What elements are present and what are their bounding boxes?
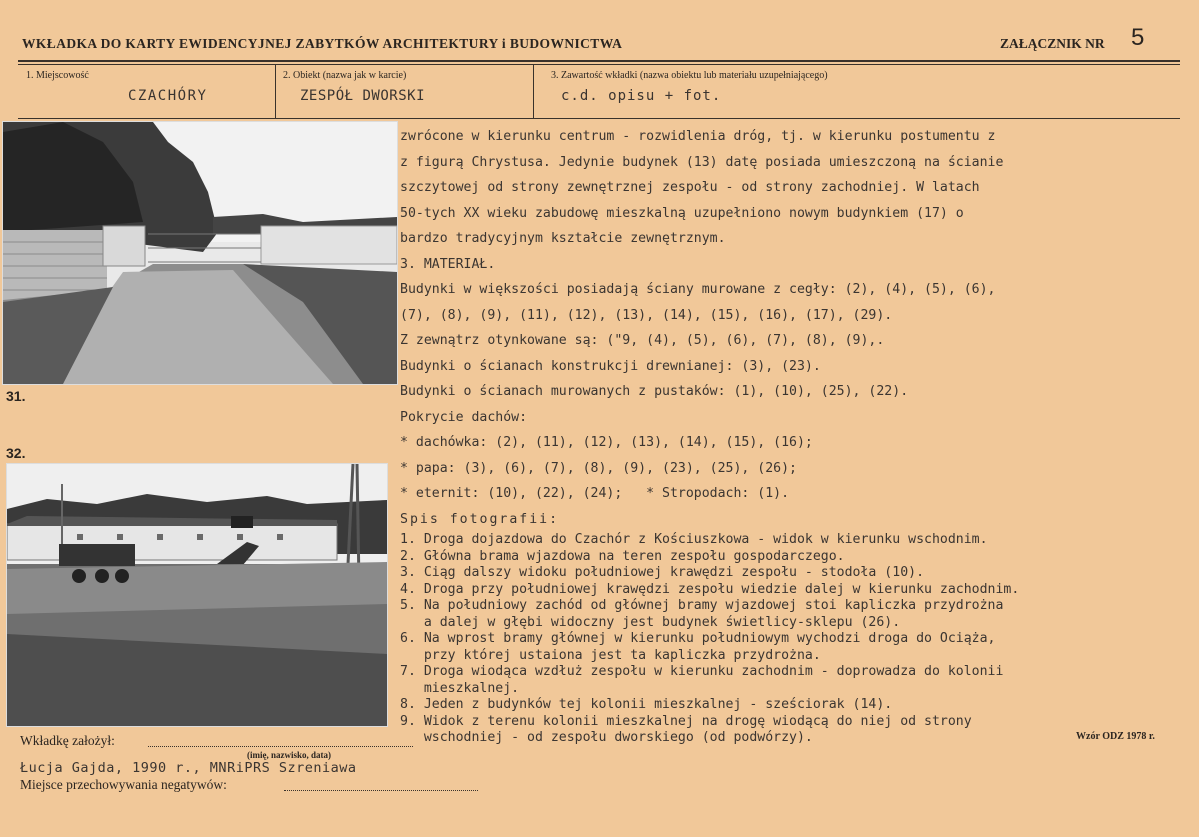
field-divider-1 <box>275 64 276 118</box>
list-item: przy której ustaiona jest ta kapliczka przydrożna. <box>400 647 821 663</box>
text-line: * dachówka: (2), (11), (12), (13), (14), (15), (16); <box>400 435 813 450</box>
photo-32 <box>6 463 388 727</box>
text-line: (7), (8), (9), (11), (12), (13), (14), (15), (16), (17), (29). <box>400 307 893 323</box>
author-name: Łucja Gajda, 1990 r., MNRiPRS Szreniawa <box>20 760 357 776</box>
text-line: * eternit: (10), (22), (24); * Stropodach: (1). <box>400 486 790 501</box>
text-line: Budynki w większości posiadają ściany murowane z cegły: (2), (4), (5), (6), <box>400 282 996 297</box>
section-heading: Spis fotografii: <box>400 511 560 527</box>
negatives-label: Miejsce przechowywania negatywów: <box>20 777 227 792</box>
header-rule-thick <box>18 60 1180 62</box>
list-item: 3. Ciąg dalszy widoku południowej krawędzi zespołu - stodoła (10). <box>400 565 925 580</box>
photo-31 <box>2 121 398 385</box>
list-item: mieszkalnej. <box>400 680 520 696</box>
list-item: 9. Widok z terenu kolonii mieszkalnej na drogę wiodącą do niej od strony <box>400 713 972 729</box>
text-line: * papa: (3), (6), (7), (8), (9), (23), (25), (26); <box>400 460 797 476</box>
photo-32-label: 32. <box>6 445 26 461</box>
list-item: 5. Na południowy zachód od głównej bramy wjazdowej stoi kapliczka przydrożna <box>400 598 1004 613</box>
text-line: Z zewnątrz otynkowane są: ("9, (4), (5), (6), (7), (8), (9),. <box>400 333 885 348</box>
text-line: 50-tych XX wieku zabudowę mieszkalną uzupełniono nowym budynkiem (17) o <box>400 205 964 221</box>
text-line: z figurą Chrystusa. Jedynie budynek (13) datę posiada umieszczoną na ścianie <box>400 154 1004 170</box>
text-line: szczytowej od strony zewnętrznej zespołu - od strony zachodniej. W latach <box>400 180 980 195</box>
text-line: Budynki o ścianach konstrukcji drewnianej: (3), (23). <box>400 358 821 374</box>
place-value: CZACHÓRY <box>128 88 208 104</box>
card-title: WKŁADKA DO KARTY EWIDENCYJNEJ ZABYTKÓW ARCHITEKTURY i BUDOWNICTWA <box>22 36 623 51</box>
object-label: 2. Obiekt (nazwa jak w karcie) <box>283 70 407 81</box>
list-item: 6. Na wprost bramy głównej w kierunku południowym wychodzi droga do Ociąża, <box>400 631 996 646</box>
text-line: zwrócone w kierunku centrum - rozwidlenia dróg, tj. w kierunku postumentu z <box>400 129 996 144</box>
content-label: 3. Zawartość wkładki (nazwa obiektu lub materiału uzupełniającego) <box>551 70 828 81</box>
form-code: Wzór ODZ 1978 r. <box>1076 731 1155 742</box>
text-line: Budynki o ścianach murowanych z pustaków: (1), (10), (25), (22). <box>400 384 909 399</box>
negatives-dotline <box>284 790 478 791</box>
object-value: ZESPÓŁ DWORSKI <box>300 88 426 104</box>
annex-number: 5 <box>1131 24 1145 51</box>
photo-31-label: 31. <box>6 388 26 404</box>
place-label: 1. Miejscowość <box>26 70 89 81</box>
created-by-dotline <box>148 746 413 747</box>
list-item: 2. Główna brama wjazdowa na teren zespołu gospodarczego. <box>400 548 845 564</box>
list-item: 7. Droga wiodąca wzdłuż zespołu w kierunku zachodnim - doprowadza do kolonii <box>400 664 1004 679</box>
description-text <box>400 124 1190 532</box>
content-value: c.d. opisu + fot. <box>561 88 722 104</box>
created-by-label: Wkładkę założył: <box>20 733 115 748</box>
section-heading: 3. MATERIAŁ. <box>400 256 496 272</box>
text-line: bardzo tradycyjnym kształcie zewnętrznym. <box>400 231 726 246</box>
photo-32-image <box>7 464 387 726</box>
list-item: 8. Jeden z budynków tej kolonii mieszkalnej - sześciorak (14). <box>400 697 893 712</box>
text-line: Pokrycie dachów: <box>400 409 528 425</box>
fields-bottom-rule <box>18 118 1180 119</box>
annex-label: ZAŁĄCZNIK NR <box>1000 36 1105 51</box>
photo-31-image <box>3 122 397 384</box>
created-by-hint: (imię, nazwisko, data) <box>247 750 331 760</box>
list-item: wschodniej - od zespołu dworskiego (od podwórzy). <box>400 730 813 745</box>
header-rule-thin <box>18 64 1180 65</box>
list-item: a dalej w głębi widoczny jest budynek świetlicy-sklepu (26). <box>400 614 901 630</box>
field-divider-2 <box>533 64 534 118</box>
photo-list <box>400 532 1195 747</box>
list-item: 1. Droga dojazdowa do Czachór z Kościuszkowa - widok w kierunku wschodnim. <box>400 532 988 547</box>
list-item: 4. Droga przy południowej krawędzi zespołu wiedzie dalej w kierunku zachodnim. <box>400 581 1020 597</box>
